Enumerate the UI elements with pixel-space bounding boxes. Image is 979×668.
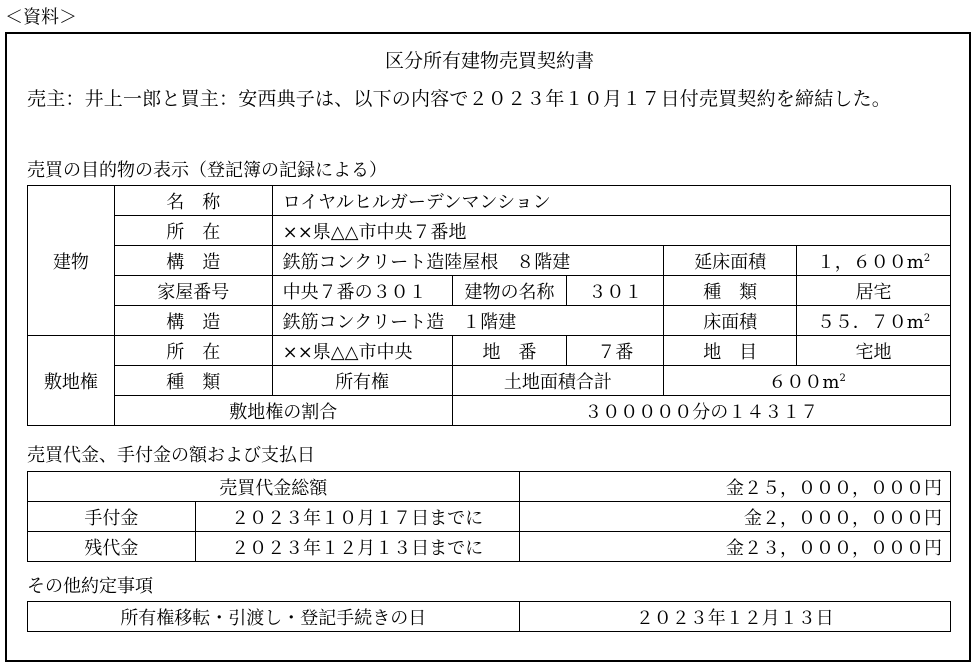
document-caption: ＜資料＞ xyxy=(5,7,77,28)
section-title-price: 売買代金、手付金の額および支払日 xyxy=(27,445,315,466)
price-total-label: 売買代金総額 xyxy=(28,472,520,502)
floor-area-cell xyxy=(797,306,951,336)
transfer-label: 所有権移転・引渡し・登記手続きの日 xyxy=(28,602,520,632)
price-table xyxy=(27,471,951,562)
building-kind-label: 種 類 xyxy=(664,276,797,306)
sq-mark: 2 xyxy=(923,252,931,264)
contract-intro: 売主：井上一郎と買主：安西典子は、以下の内容で２０２３年１０月１７日付売買契約を締結した。 xyxy=(27,88,892,110)
section-title-property: 売買の目的物の表示（登記簿の記録による） xyxy=(27,160,387,181)
building-location-label: 所 在 xyxy=(114,216,272,246)
land-area-cell xyxy=(664,366,951,396)
building-name-value: ロイヤルヒルガーデンマンション xyxy=(272,186,950,216)
deposit-label: 手付金 xyxy=(28,502,196,532)
unit-structure-value: 鉄筋コンクリート造 １階建 xyxy=(272,306,664,336)
floor-area-label: 床面積 xyxy=(664,306,797,336)
price-total-value: 金２５，０００，０００円 xyxy=(519,472,950,502)
building-unit-name-label: 建物の名称 xyxy=(452,276,567,306)
deposit-value: 金２，０００，０００円 xyxy=(519,502,950,532)
floor-area-value: ５５．７０m xyxy=(816,311,924,333)
land-ratio-value: ３０００００分の１４３１７ xyxy=(452,396,950,426)
land-kind-label: 種 類 xyxy=(114,366,272,396)
house-no-value: 中央７番の３０１ xyxy=(272,276,452,306)
land-category-label: 地 目 xyxy=(664,336,797,366)
land-location-value: ××県△△市中央 xyxy=(272,336,452,366)
deposit-date: ２０２３年１０月１７日までに xyxy=(195,502,519,532)
house-no-label: 家屋番号 xyxy=(114,276,272,306)
total-floor-value: １，６００m xyxy=(816,251,924,273)
land-kind-value: 所有権 xyxy=(272,366,452,396)
land-group-label: 敷地権 xyxy=(28,336,115,426)
total-floor-cell xyxy=(797,246,951,276)
balance-value: 金２３，０００，０００円 xyxy=(519,532,950,562)
sq-mark: 2 xyxy=(839,372,846,384)
balance-date: ２０２３年１２月１３日までに xyxy=(195,532,519,562)
building-location-value: ××県△△市中央７番地 xyxy=(272,216,950,246)
land-location-label: 所 在 xyxy=(114,336,272,366)
land-lot-value: ７番 xyxy=(567,336,664,366)
building-structure-label: 構 造 xyxy=(114,246,272,276)
balance-label: 残代金 xyxy=(28,532,196,562)
total-floor-label: 延床面積 xyxy=(664,246,797,276)
unit-structure-label: 構 造 xyxy=(114,306,272,336)
sq-mark: 2 xyxy=(923,312,931,324)
section-title-other: その他約定事項 xyxy=(27,576,153,597)
property-table xyxy=(27,185,951,426)
land-area-value: ６００m xyxy=(768,371,840,393)
transfer-date: ２０２３年１２月１３日 xyxy=(519,602,950,632)
building-name-label: 名 称 xyxy=(114,186,272,216)
land-ratio-label: 敷地権の割合 xyxy=(114,396,452,426)
building-kind-value: 居宅 xyxy=(797,276,951,306)
building-group-label: 建物 xyxy=(28,186,115,336)
other-table xyxy=(27,601,951,632)
building-unit-name-value: ３０１ xyxy=(567,276,664,306)
land-area-label: 土地面積合計 xyxy=(452,366,664,396)
contract-title: 区分所有建物売買契約書 xyxy=(384,50,594,72)
land-lot-label: 地 番 xyxy=(452,336,567,366)
land-category-value: 宅地 xyxy=(797,336,951,366)
building-structure-value: 鉄筋コンクリート造陸屋根 ８階建 xyxy=(272,246,664,276)
